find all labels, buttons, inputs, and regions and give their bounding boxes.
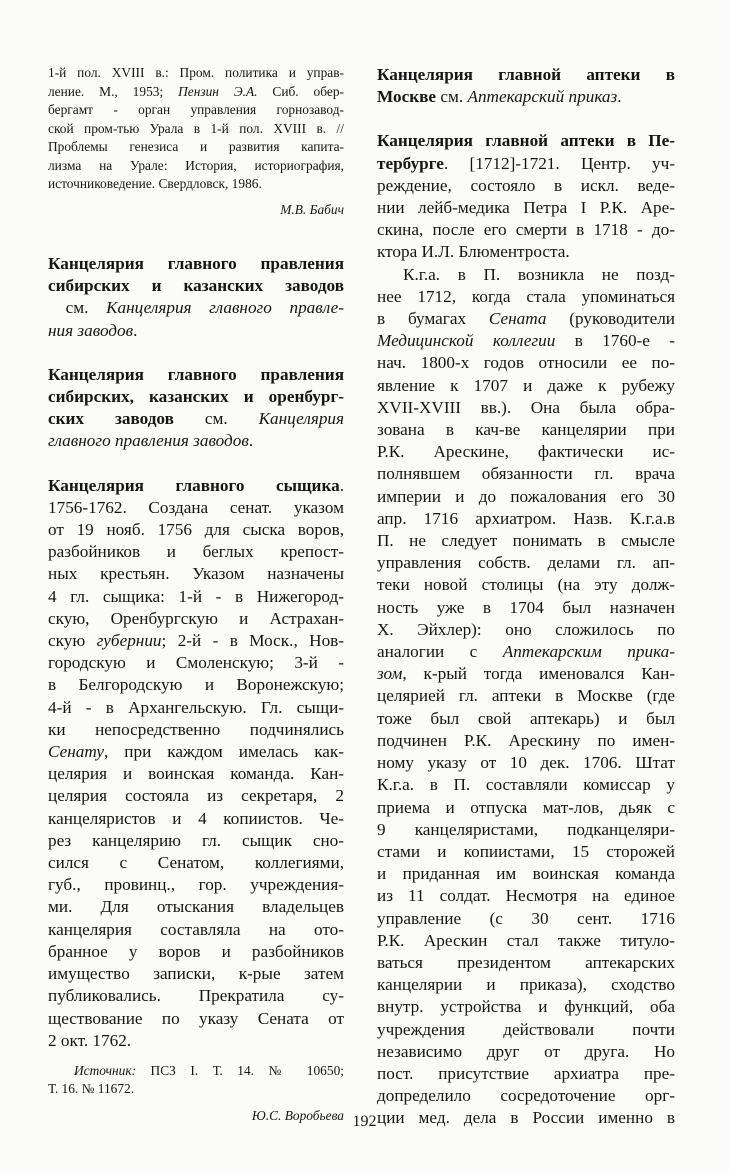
text-line: зом, к-рый тогда именовался Кан- <box>377 664 675 684</box>
text-line: разбойников и беглых крепост- <box>48 542 344 562</box>
text-line: 9 канцеляристами, подканцеляри- <box>377 819 675 839</box>
cross-reference: ния заводов <box>48 320 134 340</box>
text-line: ность уже в 1704 был назначен <box>377 597 675 617</box>
text-line: ки непосредственно подчинялись <box>48 719 344 739</box>
text-line: в Белгородскую и Воронежскую; <box>48 675 344 695</box>
text-line: теки новой столицы (на эту долж- <box>377 575 675 595</box>
text-line: полнявшем обязанности гл. врача <box>377 464 675 484</box>
text-line: лизма на Урале: История, историография, <box>48 157 344 173</box>
text-line: имуществo записки, к-рые затем <box>48 964 344 984</box>
text-line: ми. Для отыскания владельцев <box>48 897 344 917</box>
text-line: XVII-XVIII вв.). Она была обра- <box>377 397 675 417</box>
cross-reference: Канцелярия <box>258 409 344 429</box>
text-line: пост. присутствие архиатра пре- <box>377 1063 675 1083</box>
left-column <box>48 64 344 1125</box>
text-line: скую губернии; 2-й - в Моск., Нов- <box>48 631 344 651</box>
text-line: апр. 1716 архиатром. Назв. К.г.а.в <box>377 508 675 528</box>
text-line: канцелярии и приказа), сходство <box>377 975 675 995</box>
text-line: канцеляристов и 4 копиистов. Че- <box>48 808 344 828</box>
entry-chief-board-sib-kazan-orenburg: Канцелярия главного правления сибирских, казанских и оренбург- ских заводов см. Канцелярия главного правления заводов. <box>48 364 344 451</box>
cross-reference: главного правления заводов <box>48 431 249 451</box>
text-line: Медицинской коллегии в 1760-е - <box>377 331 675 351</box>
text-line: скина, после его смерти в 1718 - до- <box>377 220 675 240</box>
source-note: Источник: ПСЗ I. Т. 14. № 10650; Т. 16. № 11672. Ю.С. Воробьева <box>48 1062 344 1126</box>
text-line: Х. Эйхлер): оно сложилось по <box>377 619 675 639</box>
text-line: управления собств. делами гл. ап- <box>377 553 675 573</box>
text-line: из 11 солдат. Несмотря на единое <box>377 886 675 906</box>
entry-title: ских заводов <box>48 409 174 429</box>
text-line: тоже был свой аптекарь) и был <box>377 708 675 728</box>
text-line: от 19 нояб. 1756 для сыска воров, <box>48 520 344 540</box>
text-line: скую, Оренбургскую и Астрахан- <box>48 608 344 628</box>
text-line: ление. М., 1953; Пензин Э.А. Сиб. обер- <box>48 83 344 99</box>
text-line: губ., провинц., гор. учреждения- <box>48 875 344 895</box>
text-line: империи и до пожалования его 30 <box>377 486 675 506</box>
text-line: К.г.а. в П. возникла не позд- <box>403 264 675 284</box>
text-line: публиковались. Прекратила су- <box>48 986 344 1006</box>
text-line: Сенату, при каждом имелась как- <box>48 742 344 762</box>
text-line: учреждения действовали почти <box>377 1019 675 1039</box>
text-line: ному указу от 10 дек. 1706. Штат <box>377 753 675 773</box>
text-line: Р.К. Арескин стал также титуло- <box>377 930 675 950</box>
entry-title: Канцелярия главного правления <box>48 364 344 384</box>
entry-main-pharmacy-moscow: Канцелярия главной аптеки в Москве см. Аптекарский приказ. <box>377 65 675 107</box>
right-column <box>377 64 675 1130</box>
text-line: городскую и Смоленскую; 3-й - <box>48 653 344 673</box>
text-line: ции мед. дела в России именно в <box>377 1108 675 1128</box>
text-line: реждение, состояло в искл. веде- <box>377 175 675 195</box>
author-signature: Ю.С. Воробьева <box>251 1107 344 1123</box>
entry-title: Канцелярия главного сыщика <box>48 475 340 495</box>
text-line: ваться президентом аптекарских <box>377 952 675 972</box>
author-signature: М.В. Бабич <box>280 201 344 217</box>
cross-reference: Аптекарский приказ <box>467 87 618 107</box>
text-line: 1-й пол. XVIII в.: Пром. политика и управ- <box>48 65 344 80</box>
text-line: целярия состояла из секретаря, 2 <box>48 786 344 806</box>
entry-title: сибирских и казанских заводов <box>48 276 344 296</box>
entry-title: Канцелярия главной аптеки в <box>377 65 675 84</box>
text-line: Проблемы генезиса и развития капита- <box>48 139 344 154</box>
text-line: Р.К. Арескине, фактически ис- <box>377 442 675 462</box>
text-line: зована в кач-ве канцелярии при <box>377 420 675 440</box>
text-line: рез канцелярию гл. сыщик сно- <box>48 830 344 850</box>
text-line: внутр. устройства и функций, оба <box>377 997 675 1017</box>
text-line: ных крестьян. Указом назначены <box>48 564 344 584</box>
text-line: 4-й - в Архангельскую. Гл. сыщи- <box>48 697 344 717</box>
text-line: нее 1712, когда стала упоминаться <box>377 286 675 306</box>
page-number: 192 <box>352 1113 377 1130</box>
text-line: канцелярия составляла на ото- <box>48 919 344 939</box>
text-line: 1756-1762. Создана сенат. указом <box>48 497 344 517</box>
text-line: источниковедение. Свердловск, 1986. <box>48 176 262 191</box>
cross-reference: Канцелярия главного правле- <box>106 298 344 318</box>
text-line: ктора И.Л. Блюментроста. <box>377 242 570 262</box>
text-line: стами и копиистами, 15 сторожей <box>377 841 675 861</box>
entry-title: Москве <box>377 87 437 107</box>
text-line: нач. 1800-х годов относили ее по- <box>377 353 675 373</box>
text-line: аналогии с Аптекарским прика- <box>377 642 675 662</box>
text-line: и приданная им воинская команда <box>377 864 675 884</box>
entry-chief-board-sib-kazan: Канцелярия главного правления сибирских и казанских заводов см. Канцелярия главного правле- ния заводов. <box>48 254 344 340</box>
text-line: нии лейб-медика Петра I Р.К. Аре- <box>377 198 675 218</box>
text-line: целярия и воинская команда. Кан- <box>48 764 344 784</box>
entry-title: сибирских, казанских и оренбург- <box>48 387 344 407</box>
entry-main-pharmacy-petersburg: Канцелярия главной аптеки в Пе- тербурге. [1712]-1721. Центр. уч- реждение, состояло в искл. веде- нии лейб-медика Петра I Р.К. Аре- скина, после его смерти в 1718 - до- ктора И.Л. Блюментроста. К.г.а. в П. возникла не позд- нее 1712, когда стала упоминаться в бумагах Сената (руководители Медицинской коллегии в 1760-е - нач. 1800-х годов относили ее по- явление к 1707 и даже к рубежу XVII-XVIII вв.). Она была обра- зована в кач-ве канцелярии при Р.К. Арескине, фактически ис- полнявшем обязанности гл. врача империи и до пожалования его 30 апр. 1716 архиатром. Назв. К.г.а.в П. не следует понимать в смысле управления собств. делами гл. ап- теки новой столицы (на эту долж- ность уже в 1704 был назначен Х. Эйхлер): оно сложилось по аналогии с Аптекарским прика- зом, к-рый тогда именовался Кан- целярией гл. аптеки в Москве (где тоже был свой аптекарь) и был подчинен Р.К. Арескину по имен- ному указу от 10 дек. 1706. Штат К.г.а. в П. составляли комиссар у приема и отпуска мат-лов, дьяк с 9 канцеляристами, подканцеляри- стами и копиистами, 15 сторожей и приданная им воинская команда из 11 солдат. Несмотря на единое управление (с 30 сент. 1716 Р.К. Арескин стал также титуло- ваться президентом аптекарских канцелярии и приказа), сходство внутр. устройства и функций, оба учреждения действовали почти независимо друг от друга. Но пост. присутствие архиатра пре- допределило сосредоточение орг- ции мед. дела в России именно в <box>377 130 675 1129</box>
text-line: независимо друг от друга. Но <box>377 1041 675 1061</box>
text-line: ществование по указу Сената от <box>48 1008 344 1028</box>
text-line: приема и отпуска мат-лов, дьяк с <box>377 797 675 817</box>
text-line: П. не следует понимать в смысле <box>377 531 675 551</box>
text-line: бранное у воров и разбойников <box>48 941 344 961</box>
entry-title: Канцелярия главного правления <box>48 254 344 273</box>
prev-entry-tail <box>48 64 344 219</box>
text-line: К.г.а. в П. составляли комиссар у <box>377 775 675 795</box>
text-line: подчинен Р.К. Арескину по имен- <box>377 730 675 750</box>
entry-title: Канцелярия главной аптеки в Пе- <box>377 131 675 151</box>
text-line: бергамт - орган управления горнозавод- <box>48 102 344 117</box>
text-line: допределило сосредоточение орг- <box>377 1086 675 1106</box>
entry-chief-detective: Канцелярия главного сыщика. 1756-1762. Создана сенат. указом от 19 нояб. 1756 для сыска воров, разбойников и беглых крепост- ных крестьян. Указом назначены 4 гл. сыщика: 1-й - в Нижегород- скую, Оренбургскую и Астрахан- скую губернии; 2-й - в Моск., Нов- городскую и Смоленскую; 3-й - в Белгородскую и Воронежскую; 4-й - в Архангельскую. Гл. сыщи- ки непосредственно подчинялись Сенату, при каждом имелась как- целярия и воинская команда. Кан- целярия состояла из секретаря, 2 канцеляристов и 4 копиистов. Че- рез канцелярию гл. сыщик сно- сился с Сенатом, коллегиями, губ., провинц., гор. учреждения- ми. Для отыскания владельцев канцелярия составляла на ото- бранное у воров и разбойников имуществo записки, к-рые затем публиковались. Прекратила су- ществование по указу Сената от 2 окт. 1762. <box>48 475 344 1052</box>
text-line: 4 гл. сыщика: 1-й - в Нижегород- <box>48 586 344 606</box>
text-line: целярией гл. аптеки в Москве (где <box>377 686 675 706</box>
entry-title: тербурге <box>377 153 444 173</box>
text-line: сился с Сенатом, коллегиями, <box>48 853 344 873</box>
text-line: ской пром-тью Урала в 1-й пол. XVIII в. // <box>48 120 344 136</box>
text-line: явление к 1707 и даже к рубежу <box>377 375 675 395</box>
text-line: в бумагах Сената (руководители <box>377 309 675 329</box>
text-line: 2 окт. 1762. <box>48 1030 132 1050</box>
text-line: управление (с 30 сент. 1716 <box>377 908 675 928</box>
